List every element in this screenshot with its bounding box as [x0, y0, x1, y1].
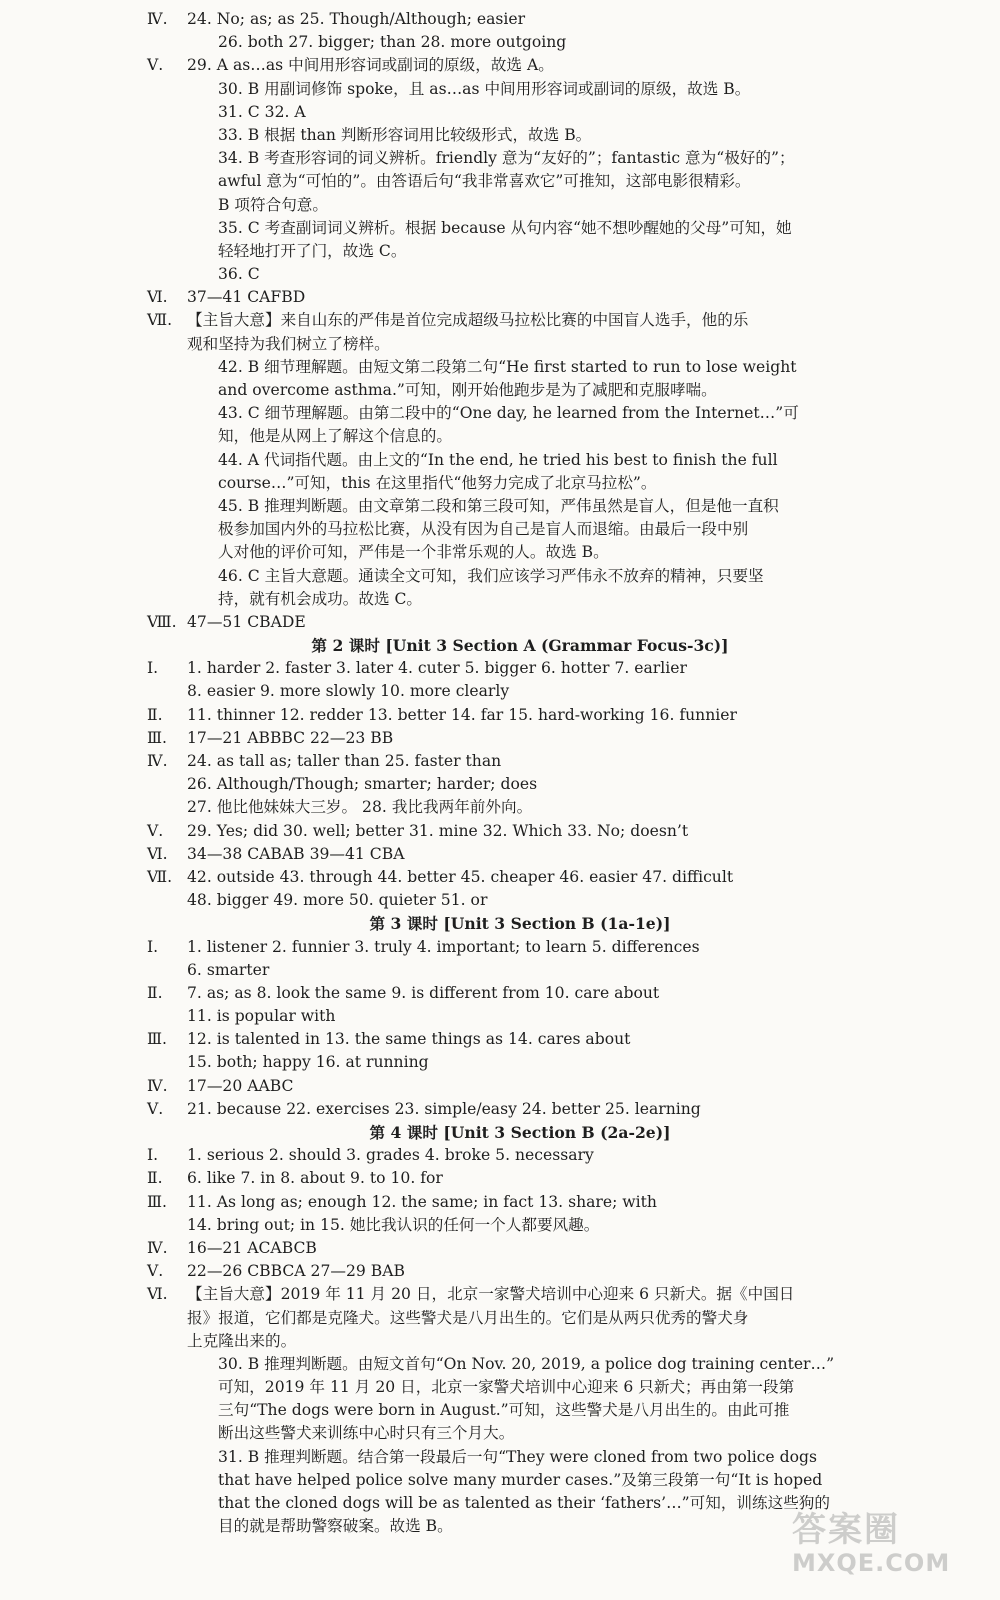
answer-line: [0, 657, 1000, 680]
answer-line: [0, 1214, 1000, 1237]
answer-text: awful 意为“可怕的”。由答语后句“我非常喜欢它”可推知，这部电影很精彩。: [218, 172, 751, 191]
answer-line: [0, 866, 1000, 889]
answer-line: [0, 727, 1000, 750]
answer-line: [0, 333, 1000, 356]
answer-text: 44. A 代词指代题。由上文的“In the end, he tried his best to finish the full: [218, 450, 778, 469]
answer-line: [0, 704, 1000, 727]
answer-line: [0, 541, 1000, 564]
section-numeral: Ⅲ.: [147, 1192, 167, 1211]
lesson-heading: [0, 1121, 1000, 1144]
answer-line: [0, 286, 1000, 309]
section-numeral: Ⅴ.: [147, 1262, 164, 1281]
answer-line: [0, 170, 1000, 193]
answer-text: 人对他的评价可知，严伟是一个非常乐观的人。故选 B。: [218, 543, 609, 562]
answer-text: 34—38 CABAB 39—41 CBA: [187, 844, 405, 863]
answer-text: 46. C 主旨大意题。通读全文可知，我们应该学习严伟永不放弃的精神，只要坚: [218, 566, 764, 585]
answer-text: 33. B 根据 than 判断形容词用比较级形式，故选 B。: [218, 125, 592, 144]
answer-line: [0, 101, 1000, 124]
answer-text: 1. harder 2. faster 3. later 4. cuter 5. bigger 6. hotter 7. earlier: [187, 659, 687, 678]
answer-line: [0, 379, 1000, 402]
answer-text: 48. bigger 49. more 50. quieter 51. or: [187, 891, 488, 910]
watermark-bottom-text: MXQE.COM: [792, 1549, 951, 1577]
answer-text: 42. outside 43. through 44. better 45. cheaper 46. easier 47. difficult: [187, 867, 734, 886]
answer-text: 极参加国内外的马拉松比赛，从没有因为自己是盲人而退缩。由最后一段中别: [218, 520, 749, 539]
answer-line: [0, 959, 1000, 982]
answer-text: 47—51 CBADE: [187, 612, 306, 631]
answer-line: [0, 1376, 1000, 1399]
answer-text: 持，就有机会成功。故选 C。: [218, 589, 423, 608]
watermark-top-text: 答案圈: [792, 1510, 900, 1550]
answer-line: [0, 8, 1000, 31]
section-numeral: Ⅳ.: [147, 1238, 168, 1257]
answer-line: [0, 518, 1000, 541]
answer-text: 26. Although/Though; smarter; harder; does: [187, 775, 538, 794]
section-numeral: Ⅵ.: [147, 844, 168, 863]
answer-line: [0, 1399, 1000, 1422]
answer-line: [0, 796, 1000, 819]
answer-text: 11. As long as; enough 12. the same; in fact 13. share; with: [187, 1192, 657, 1211]
answer-text: 42. B 细节理解题。由短文第二段第二句“He first started to run to lose weight: [218, 357, 797, 376]
answer-line: [0, 495, 1000, 518]
answer-line: [0, 750, 1000, 773]
answer-line: [0, 240, 1000, 263]
answer-key-page: [0, 8, 1000, 1538]
answer-line: [0, 1005, 1000, 1028]
section-numeral: Ⅰ.: [147, 1146, 159, 1165]
answer-line: [0, 263, 1000, 286]
answer-text: 17—20 AABC: [187, 1076, 294, 1095]
answer-text: 7. as; as 8. look the same 9. is different from 10. care about: [187, 983, 660, 1002]
answer-text: 轻轻地打开了门，故选 C。: [218, 241, 407, 260]
answer-line: [0, 1167, 1000, 1190]
answer-line: [0, 54, 1000, 77]
answer-line: [0, 217, 1000, 240]
answer-line: [0, 31, 1000, 54]
answer-text: 12. is talented in 13. the same things as 14. cares about: [187, 1030, 631, 1049]
answer-line: [0, 1260, 1000, 1283]
answer-text: 43. C 细节理解题。由第二段中的“One day, he learned from the Internet…”可: [218, 404, 799, 423]
answer-line: [0, 936, 1000, 959]
answer-text: that have helped police solve many murder cases.”及第三段第一句“It is hoped: [218, 1470, 823, 1489]
section-numeral: Ⅴ.: [147, 821, 164, 840]
answer-line: [0, 449, 1000, 472]
answer-text: 6. like 7. in 8. about 9. to 10. for: [187, 1169, 443, 1188]
answer-text: 24. No; as; as 25. Though/Although; easier: [187, 10, 526, 28]
watermark-logo: [792, 1510, 982, 1580]
answer-line: [0, 78, 1000, 101]
answer-text: 22—26 CBBCA 27—29 BAB: [187, 1262, 405, 1281]
section-numeral: Ⅶ.: [147, 867, 173, 886]
answer-text: 11. thinner 12. redder 13. better 14. far 15. hard-working 16. funnier: [187, 705, 737, 724]
answer-text: 30. B 用副词修饰 spoke，且 as…as 中间用形容词或副词的原级，故选 B。: [218, 79, 751, 98]
answer-text: 目的就是帮助警察破案。故选 B。: [218, 1517, 453, 1536]
section-numeral: Ⅰ.: [147, 659, 159, 678]
answer-line: [0, 1191, 1000, 1214]
answer-line: [0, 1307, 1000, 1330]
section-numeral: Ⅴ.: [147, 1099, 164, 1118]
answer-line: [0, 1330, 1000, 1353]
answer-text: 断出这些警犬来训练中心时只有三个月大。: [218, 1424, 515, 1443]
answer-text: 【主旨大意】来自山东的严伟是首位完成超级马拉松比赛的中国盲人选手，他的乐: [187, 311, 749, 330]
answer-text: 三句“The dogs were born in August.”可知，这些警犬是八月出生的。由此可推: [218, 1401, 790, 1420]
answer-line: [0, 425, 1000, 448]
section-numeral: Ⅰ.: [147, 937, 159, 956]
answer-text: 29. A as…as 中间用形容词或副词的原级，故选 A。: [187, 56, 554, 75]
answer-text: 报》报道，它们都是克隆犬。这些警犬是八月出生的。它们是从两只优秀的警犬身: [187, 1308, 749, 1327]
section-numeral: Ⅲ.: [147, 1030, 167, 1049]
answer-text: 11. is popular with: [187, 1007, 336, 1026]
answer-line: [0, 1469, 1000, 1492]
answer-line: [0, 309, 1000, 332]
answer-line: [0, 680, 1000, 703]
answer-line: [0, 402, 1000, 425]
answer-text: 14. bring out; in 15. 她比我认识的任何一个人都要风趣。: [187, 1215, 600, 1234]
section-numeral: Ⅶ.: [147, 311, 173, 330]
answer-text: 26. both 27. bigger; than 28. more outgoing: [218, 33, 567, 52]
answer-line: [0, 1028, 1000, 1051]
answer-text: and overcome asthma.”可知，刚开始他跑步是为了减肥和克服哮喘。: [218, 381, 717, 399]
answer-text: 36. C: [218, 265, 260, 284]
answer-line: [0, 820, 1000, 843]
answer-text: 31. C 32. A: [218, 102, 306, 121]
section-numeral: Ⅵ.: [147, 1285, 168, 1304]
answer-line: [0, 588, 1000, 611]
answer-line: [0, 889, 1000, 912]
answer-text: 45. B 推理判断题。由文章第二段和第三段可知，严伟虽然是盲人，但是他一直积: [218, 496, 779, 515]
answer-line: [0, 611, 1000, 634]
answer-line: [0, 1422, 1000, 1445]
lesson-heading: [0, 634, 1000, 657]
answer-text: 16—21 ACABCB: [187, 1238, 317, 1257]
section-numeral: Ⅲ.: [147, 728, 167, 747]
answer-text: 24. as tall as; taller than 25. faster than: [187, 752, 502, 770]
answer-text: that the cloned dogs will be as talented as their ‘fathers’…”可知，训练这些狗的: [218, 1494, 830, 1512]
answer-text: 35. C 考查副词词义辨析。根据 because 从句内容“她不想吵醒她的父母”可知，她: [218, 218, 792, 237]
answer-text: 观和坚持为我们树立了榜样。: [187, 334, 390, 353]
answer-line: [0, 356, 1000, 379]
lesson-heading: [0, 912, 1000, 935]
answer-text: 29. Yes; did 30. well; better 31. mine 32. Which 33. No; doesn’t: [187, 821, 689, 840]
answer-text: 21. because 22. exercises 23. simple/easy 24. better 25. learning: [187, 1099, 701, 1118]
answer-text: 6. smarter: [187, 960, 270, 979]
lesson-heading-text: 第 4 课时 [Unit 3 Section B (2a-2e)]: [369, 1123, 671, 1142]
answer-line: [0, 1353, 1000, 1376]
section-numeral: Ⅱ.: [147, 1169, 163, 1188]
answer-line: [0, 147, 1000, 170]
answer-text: 知，他是从网上了解这个信息的。: [218, 427, 452, 446]
section-numeral: Ⅷ.: [147, 612, 177, 631]
section-numeral: Ⅴ.: [147, 56, 164, 75]
answer-text: 31. B 推理判断题。结合第一段最后一句“They were cloned from two police dogs: [218, 1447, 817, 1466]
answer-line: [0, 472, 1000, 495]
section-numeral: Ⅱ.: [147, 705, 163, 724]
answer-text: 34. B 考查形容词的词义辨析。friendly 意为“友好的”；fantastic 意为“极好的”；: [218, 149, 795, 168]
answer-text: 27. 他比他妹妹大三岁。 28. 我比我两年前外向。: [187, 798, 533, 817]
answer-text: 1. serious 2. should 3. grades 4. broke 5. necessary: [187, 1146, 594, 1165]
section-numeral: Ⅱ.: [147, 983, 163, 1002]
answer-text: course…”可知，this 在这里指代“他努力完成了北京马拉松”。: [218, 473, 657, 492]
answer-text: 上克隆出来的。: [187, 1331, 297, 1350]
lesson-heading-text: 第 2 课时 [Unit 3 Section A (Grammar Focus-3c)]: [311, 636, 729, 656]
answer-line: [0, 773, 1000, 796]
section-numeral: Ⅵ.: [147, 288, 168, 307]
section-numeral: Ⅳ.: [147, 10, 168, 28]
answer-line: [0, 843, 1000, 866]
answer-line: [0, 1098, 1000, 1121]
answer-line: [0, 565, 1000, 588]
answer-text: 37—41 CAFBD: [187, 288, 306, 307]
answer-line: [0, 1075, 1000, 1098]
answer-line: [0, 982, 1000, 1005]
answer-line: [0, 1051, 1000, 1074]
answer-text: 【主旨大意】2019 年 11 月 20 日，北京一家警犬培训中心迎来 6 只新犬。据《中国日: [187, 1285, 795, 1304]
answer-line: [0, 194, 1000, 217]
answer-text: 17—21 ABBBC 22—23 BB: [187, 728, 394, 747]
answer-text: 30. B 推理判断题。由短文首句“On Nov. 20, 2019, a police dog training center…”: [218, 1354, 835, 1373]
answer-text: 1. listener 2. funnier 3. truly 4. important; to learn 5. differences: [187, 937, 700, 956]
answer-text: 可知，2019 年 11 月 20 日，北京一家警犬培训中心迎来 6 只新犬；再由第一段第: [218, 1378, 795, 1397]
answer-line: [0, 1144, 1000, 1167]
section-numeral: Ⅳ.: [147, 752, 168, 770]
answer-text: 15. both; happy 16. at running: [187, 1053, 429, 1072]
answer-line: [0, 1283, 1000, 1306]
answer-line: [0, 1237, 1000, 1260]
answer-text: B 项符合句意。: [218, 195, 328, 214]
lesson-heading-text: 第 3 课时 [Unit 3 Section B (1a-1e)]: [369, 914, 671, 934]
answer-text: 8. easier 9. more slowly 10. more clearly: [187, 682, 510, 701]
answer-line: [0, 1446, 1000, 1469]
section-numeral: Ⅳ.: [147, 1076, 168, 1095]
answer-line: [0, 124, 1000, 147]
